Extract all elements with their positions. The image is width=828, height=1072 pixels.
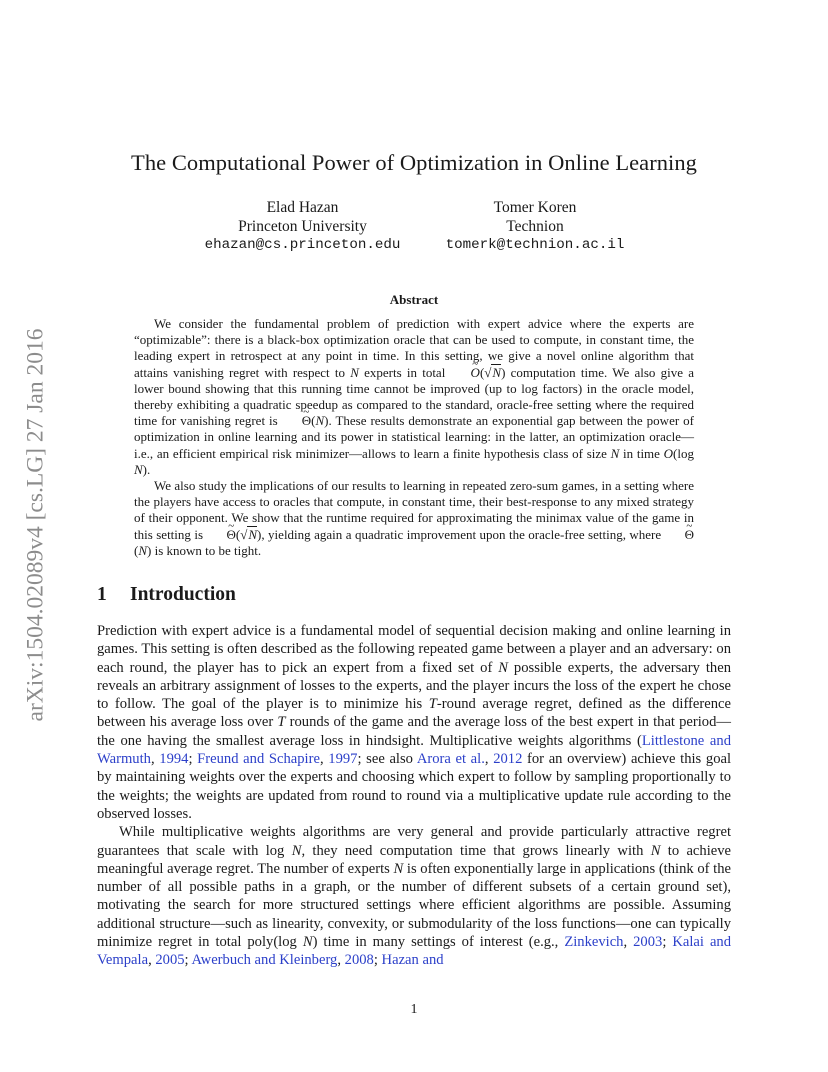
author-block-1 — [200, 198, 405, 255]
author-block-2 — [437, 198, 633, 255]
paper-title: The Computational Power of Optimization in Online Learning — [131, 150, 697, 175]
citation-link[interactable]: Hazan and — [381, 952, 444, 969]
citation-link[interactable]: Littlestone and Warmuth — [97, 732, 731, 768]
intro-paragraph-2: While multiplicative weights algorithms are very general and provide particularly attractive regret guarantees that scale with log N, they need computation time that grows linearly with N to achieve meaningful average regret. The number of experts N is often exponentially large in applications (think of the number of all possible paths in a graph, or the number of different subsets of a certain ground set), motivating the search for more structured settings where efficient algorithms are possible. Assuming additional structure—such as linearity, convexity, or submodularity of the loss functions—one can typically minimize regret in total poly(log N) time in many settings of interest (e.g., Zinkevich, 2003; Kalai and Vempala, 2005; Awerbuch and Kleinberg, 2008; Hazan and — [97, 824, 732, 969]
section-heading-introduction — [97, 584, 236, 606]
citation-year-link[interactable]: 1997 — [328, 751, 358, 768]
arxiv-stamp-text: arXiv:1504.02089v4 [cs.LG] 27 Jan 2016 — [22, 328, 49, 722]
author-name: Tomer Koren — [493, 199, 577, 216]
author-email: ehazan@cs.princeton.edu — [204, 237, 401, 253]
citation-year-link[interactable]: 2005 — [155, 952, 185, 969]
abstract-heading: Abstract — [389, 292, 439, 307]
citation-link[interactable]: Zinkevich — [564, 934, 624, 951]
author-affiliation: Princeton University — [238, 218, 367, 235]
citation-year-link[interactable]: 2008 — [344, 952, 374, 969]
citation-link[interactable]: Kalai and Vempala — [97, 934, 732, 969]
author-email: tomerk@technion.ac.il — [445, 237, 625, 253]
abstract-body — [134, 316, 694, 559]
abstract-paragraph-2: We also study the implications of our results to learning in repeated zero-sum games, in a setting where the players have access to oracles that compute, in constant time, their best-response to any mixed strategy of their opponent. We show that the runtime required for approximating the minimax value of the game in this setting is ~ Θ(√N), yielding again a quadratic improvement upon the oracle-free setting, where ~ Θ(N) is known to be tight. — [134, 478, 694, 559]
section-title: Introduction — [130, 584, 236, 605]
abstract-paragraph-1: We consider the fundamental problem of prediction with expert advice where the experts are “optimizable”: there is a black-box optimization oracle that can be used to compute, in constant time, the leading expert in retrospect at any point in time. In this setting, we give a novel online algorithm that attains vanishing regret with respect to N experts in total ~ O(√N) computation time. We also give a lower bound showing that this running time cannot be improved (up to log factors) in the oracle model, thereby exhibiting a quadratic speedup as compared to the standard, oracle-free setting where the required time for vanishing regret is ~ Θ(N). These results demonstrate an exponential gap between the power of optimization in online learning and its power in statistical learning: in the latter, an optimization oracle—i.e., an efficient empirical risk minimizer—allows to learn a finite hypothesis class of size N in time O(log N). — [134, 316, 694, 478]
citation-link[interactable]: Arora et al. — [416, 751, 485, 768]
section-number: 1 — [97, 584, 107, 605]
citation-year-link[interactable]: 1994 — [159, 751, 189, 768]
citation-link[interactable]: Freund and Schapire — [197, 751, 320, 768]
citation-link[interactable]: Awerbuch and Kleinberg — [191, 952, 338, 969]
page-number: 1 — [410, 1002, 418, 1017]
author-name: Elad Hazan — [266, 199, 339, 216]
citation-year-link[interactable]: 2003 — [633, 934, 663, 951]
introduction-body — [97, 622, 731, 970]
intro-paragraph-1: Prediction with expert advice is a fundamental model of sequential decision making and online learning in games. This setting is often described as the following repeated game between a player and an adversary: on each round, the player has to pick an expert from a fixed set of N possible experts, the adversary then reveals an arbitrary assignment of losses to the experts, and the player incurs the loss of the expert he chose to follow. The goal of the player is to minimize his T-round average regret, defined as the difference between his average loss over T rounds of the game and the average loss of the best expert in that period—the one having the smallest average loss in hindsight. Multiplicative weights algorithms (Littlestone and Warmuth, 1994; Freund and Schapire, 1997; see also Arora et al., 2012 for an overview) achieve this goal by maintaining weights over the experts and choosing which expert to follow by sampling proportionally to the weights; the weights are updated from round to round via a multiplicative update rule according to the observed losses. — [97, 623, 732, 822]
author-affiliation: Technion — [506, 218, 564, 235]
citation-year-link[interactable]: 2012 — [493, 751, 523, 768]
arxiv-stamp — [22, 290, 50, 760]
